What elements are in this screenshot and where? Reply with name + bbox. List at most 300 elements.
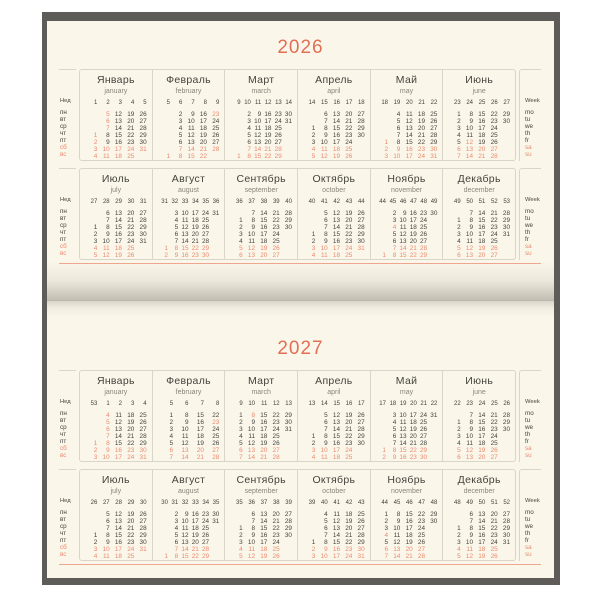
day-row <box>158 238 220 245</box>
month-name-en: july <box>110 187 122 194</box>
day-row <box>376 426 438 433</box>
day-cell: 9 <box>174 252 179 259</box>
day-cell: 9 <box>324 546 328 553</box>
day-cell: 18 <box>332 252 340 259</box>
day-cell: 1 <box>169 412 174 419</box>
day-cell: 20 <box>417 125 425 132</box>
day-row <box>303 146 365 153</box>
empty-cell <box>303 419 315 426</box>
day-cell: 20 <box>478 146 486 153</box>
empty-cell <box>85 525 97 532</box>
day-cell: 13 <box>114 518 122 525</box>
week-number: 32 <box>171 199 179 205</box>
day-cell: 1 <box>382 447 386 454</box>
month-name-ru: Ноябрь <box>387 173 426 185</box>
week-number: 35 <box>202 199 210 205</box>
week-number: 41 <box>333 500 340 506</box>
day-cell: 5 <box>247 132 251 139</box>
day-row <box>158 245 220 252</box>
day-row <box>85 440 147 447</box>
empty-cell <box>209 245 219 252</box>
day-cell: 30 <box>430 518 438 525</box>
day-cell: 12 <box>465 245 474 252</box>
day-cell: 27 <box>139 118 147 125</box>
day-cell: 9 <box>191 111 195 118</box>
day-cell: 26 <box>212 440 220 447</box>
week-numbers-row <box>303 99 365 107</box>
day-cell: 9 <box>324 132 328 139</box>
day-cell: 3 <box>311 553 316 560</box>
day-row <box>158 553 220 560</box>
day-cell: 19 <box>417 118 425 125</box>
week-numbers-row <box>85 99 147 107</box>
empty-cell <box>376 419 386 426</box>
day-row <box>85 433 147 440</box>
week-number: 10 <box>248 401 255 407</box>
day-row <box>230 153 292 160</box>
month-august <box>152 169 225 259</box>
weekday-label-вт: вт <box>60 417 67 424</box>
empty-cell <box>427 238 437 245</box>
day-cell: 2 <box>382 454 386 461</box>
month-name-en: march <box>251 389 271 396</box>
day-cell: 12 <box>393 539 401 546</box>
empty-cell <box>425 532 437 539</box>
day-row <box>448 118 510 125</box>
day-cell: 2 <box>457 532 461 539</box>
day-cell: 25 <box>201 525 210 532</box>
day-cell: 12 <box>247 440 255 447</box>
month-name-ru: Октябрь <box>312 173 356 185</box>
empty-cell <box>158 217 168 224</box>
day-cell: 10 <box>320 553 328 560</box>
day-row <box>303 426 365 433</box>
day-cell: 10 <box>247 231 255 238</box>
day-row <box>85 426 147 433</box>
day-cell: 12 <box>102 252 110 259</box>
day-cell: 30 <box>212 511 220 518</box>
week-number: 22 <box>430 100 438 106</box>
day-row <box>303 532 365 539</box>
week-number: 8 <box>216 401 220 407</box>
day-row <box>158 419 220 426</box>
day-cell: 22 <box>417 511 425 518</box>
empty-cell <box>85 511 97 518</box>
day-cell: 14 <box>478 210 486 217</box>
weekday-label-fr: fr <box>525 236 529 243</box>
month-name-ru: Январь <box>96 74 135 86</box>
week-number: 43 <box>345 199 353 205</box>
day-row <box>230 518 292 525</box>
day-cell: 17 <box>332 447 340 454</box>
month-december <box>442 169 515 259</box>
day-cell: 5 <box>239 245 243 252</box>
day-cell: 1 <box>164 245 168 252</box>
day-cell: 1 <box>311 433 316 440</box>
day-row <box>376 546 438 553</box>
day-cell: 9 <box>251 532 255 539</box>
day-cell: 6 <box>324 217 328 224</box>
week-number: 45 <box>393 500 401 506</box>
week-number: 31 <box>161 199 168 205</box>
day-cell: 28 <box>357 532 365 539</box>
day-cell: 23 <box>417 146 425 153</box>
day-cell: 8 <box>392 252 397 259</box>
month-november <box>370 169 443 259</box>
day-cell: 8 <box>396 139 401 146</box>
day-cell: 11 <box>321 252 328 259</box>
day-cell: 15 <box>399 447 407 454</box>
empty-cell <box>303 518 315 525</box>
day-cell: 11 <box>333 511 340 518</box>
day-cell: 3 <box>93 146 98 153</box>
month-name-en: may <box>399 88 414 95</box>
day-cell: 25 <box>274 125 282 132</box>
week-number: 3 <box>118 100 122 106</box>
day-row <box>158 440 220 447</box>
day-cell: 12 <box>187 132 195 139</box>
day-cell: 11 <box>466 132 474 139</box>
week-number: 18 <box>357 100 365 106</box>
week-number: 36 <box>212 199 220 205</box>
day-cell: 6 <box>174 539 179 546</box>
day-cell: 21 <box>345 426 353 433</box>
month-name-en: november <box>390 488 423 495</box>
day-cell: 1 <box>384 511 389 518</box>
day-cell: 20 <box>409 238 417 245</box>
month-name-en: september <box>244 488 278 495</box>
day-cell: 4 <box>106 412 110 419</box>
day-cell: 17 <box>191 518 199 525</box>
month-september <box>224 169 297 259</box>
weekday-label-пт: пт <box>60 137 67 144</box>
day-cell: 16 <box>405 146 413 153</box>
empty-cell <box>85 426 97 433</box>
empty-cell <box>158 132 170 139</box>
day-cell: 8 <box>106 532 110 539</box>
week-number: 9 <box>239 401 243 407</box>
day-row <box>85 153 147 160</box>
month-name-en: october <box>322 187 346 194</box>
day-row <box>158 412 220 419</box>
week-label-ru: Нед <box>60 399 71 405</box>
day-cell: 27 <box>274 139 282 146</box>
empty-cell <box>498 146 510 153</box>
day-cell: 27 <box>417 546 425 553</box>
day-cell: 28 <box>212 454 220 461</box>
day-cell: 22 <box>345 539 353 546</box>
day-cell: 6 <box>457 146 461 153</box>
day-cell: 6 <box>106 118 110 125</box>
day-cell: 27 <box>357 111 365 118</box>
day-cell: 19 <box>127 419 135 426</box>
day-cell: 4 <box>169 433 174 440</box>
empty-cell <box>85 433 97 440</box>
weekday-label-вт: вт <box>60 215 67 222</box>
day-cell: 2 <box>93 139 98 146</box>
weekday-label-пт: пт <box>60 438 67 445</box>
weekday-label-чт: чт <box>60 229 67 236</box>
empty-cell <box>376 217 386 224</box>
day-cell: 21 <box>196 454 204 461</box>
day-cell: 16 <box>405 518 413 525</box>
day-cell: 11 <box>399 419 407 426</box>
week-numbers-row <box>230 499 292 507</box>
day-cell: 25 <box>417 532 425 539</box>
day-row <box>448 518 510 525</box>
week-number: 30 <box>161 500 168 506</box>
day-cell: 30 <box>284 419 292 426</box>
empty-cell <box>209 238 219 245</box>
day-row <box>303 440 365 447</box>
day-cell: 13 <box>260 511 268 518</box>
day-cell: 17 <box>332 553 340 560</box>
weekday-label-вт: вт <box>60 116 67 123</box>
day-cell: 11 <box>466 546 474 553</box>
day-cell: 2 <box>169 419 174 426</box>
day-row <box>303 412 365 419</box>
day-cell: 5 <box>106 511 110 518</box>
month-july <box>80 470 152 560</box>
day-cell: 17 <box>409 217 417 224</box>
week-number: 50 <box>478 500 486 506</box>
day-cell: 1 <box>93 132 98 139</box>
day-row <box>448 532 510 539</box>
day-cell: 25 <box>127 245 135 252</box>
day-cell: 15 <box>478 525 486 532</box>
day-cell: 7 <box>324 118 328 125</box>
empty-cell <box>352 139 364 146</box>
empty-cell <box>158 231 168 238</box>
day-cell: 4 <box>457 546 461 553</box>
day-cell: 13 <box>465 146 474 153</box>
day-cell: 25 <box>212 125 220 132</box>
day-cell: 2 <box>247 111 251 118</box>
day-cell: 11 <box>248 238 255 245</box>
day-row <box>303 252 365 259</box>
day-row <box>158 539 220 546</box>
day-cell: 8 <box>324 433 328 440</box>
day-cell: 9 <box>106 539 110 546</box>
day-cell: 11 <box>393 532 401 539</box>
day-cell: 24 <box>490 539 498 546</box>
day-cell: 28 <box>417 553 425 560</box>
day-cell: 4 <box>311 146 316 153</box>
day-row <box>85 224 147 231</box>
day-cell: 18 <box>478 238 486 245</box>
day-row <box>376 125 438 132</box>
day-row <box>230 132 292 139</box>
week-number: 21 <box>418 100 425 106</box>
day-cell: 18 <box>260 238 268 245</box>
week-number: 14 <box>320 401 328 407</box>
day-cell: 23 <box>127 231 135 238</box>
day-cell: 17 <box>478 539 486 546</box>
day-cell: 12 <box>247 245 255 252</box>
month-name-en: october <box>322 488 346 495</box>
day-cell: 2 <box>311 132 316 139</box>
empty-cell <box>158 111 170 118</box>
weekday-label-tu: tu <box>525 417 531 424</box>
day-cell: 26 <box>127 252 135 259</box>
salmon-rule-2027 <box>59 564 541 565</box>
empty-cell <box>498 433 510 440</box>
day-cell: 13 <box>187 139 195 146</box>
day-row <box>448 153 510 160</box>
day-row <box>85 454 147 461</box>
day-cell: 18 <box>332 454 340 461</box>
day-cell: 11 <box>321 454 328 461</box>
day-cell: 30 <box>419 454 428 461</box>
day-cell: 29 <box>502 111 510 118</box>
empty-cell <box>280 447 292 454</box>
day-cell: 27 <box>272 252 280 259</box>
empty-cell <box>376 231 386 238</box>
week-number: 37 <box>248 199 255 205</box>
day-row <box>376 231 438 238</box>
day-cell: 24 <box>345 139 353 146</box>
day-cell: 27 <box>490 252 498 259</box>
empty-cell <box>498 238 510 245</box>
week-number: 1 <box>106 401 110 407</box>
day-row <box>230 111 292 118</box>
day-row <box>303 419 365 426</box>
day-cell: 23 <box>419 210 428 217</box>
weekday-labels-en <box>519 69 541 161</box>
day-cell: 7 <box>469 412 474 419</box>
day-cell: 14 <box>332 224 340 231</box>
day-cell: 2 <box>93 447 98 454</box>
day-cell: 2 <box>311 238 316 245</box>
week-number: 12 <box>272 401 280 407</box>
day-cell: 11 <box>248 546 255 553</box>
empty-cell <box>280 440 292 447</box>
day-cell: 19 <box>260 245 268 252</box>
day-cell: 26 <box>419 231 428 238</box>
day-cell: 9 <box>251 419 255 426</box>
week-number: 49 <box>430 199 438 205</box>
day-cell: 19 <box>345 518 353 525</box>
week-numbers-row <box>376 198 438 206</box>
week-numbers-row <box>158 198 220 206</box>
week-number: 1 <box>93 100 98 106</box>
day-cell: 6 <box>324 419 328 426</box>
empty-cell <box>303 532 315 539</box>
day-cell: 19 <box>409 426 417 433</box>
day-cell: 15 <box>260 525 268 532</box>
day-cell: 21 <box>409 245 417 252</box>
day-cell: 17 <box>114 454 122 461</box>
day-cell: 22 <box>272 525 280 532</box>
day-cell: 22 <box>490 111 498 118</box>
week-number: 4 <box>143 401 147 407</box>
day-cell: 21 <box>272 210 280 217</box>
weekday-label-mo: mo <box>525 509 534 516</box>
day-cell: 29 <box>430 139 438 146</box>
week-number: 36 <box>248 500 255 506</box>
day-row <box>303 433 365 440</box>
day-cell: 26 <box>274 132 282 139</box>
empty-cell <box>134 245 146 252</box>
day-cell: 6 <box>396 125 401 132</box>
day-cell: 18 <box>478 132 486 139</box>
day-row <box>448 412 510 419</box>
day-cell: 10 <box>320 245 328 252</box>
day-cell: 28 <box>272 454 280 461</box>
day-row <box>85 518 147 525</box>
week-number: 39 <box>272 199 280 205</box>
day-cell: 4 <box>239 546 243 553</box>
day-row <box>158 224 220 231</box>
day-cell: 13 <box>465 454 474 461</box>
day-cell: 14 <box>114 525 122 532</box>
day-cell: 10 <box>465 125 474 132</box>
day-row <box>158 546 220 553</box>
day-cell: 26 <box>139 511 147 518</box>
day-cell: 5 <box>457 447 461 454</box>
day-cell: 4 <box>93 553 98 560</box>
week-numbers-row <box>158 99 220 107</box>
weekday-labels-ru <box>59 370 76 462</box>
day-row <box>448 447 510 454</box>
day-cell: 22 <box>345 231 353 238</box>
day-cell: 16 <box>478 224 486 231</box>
day-cell: 5 <box>392 231 397 238</box>
day-row <box>158 217 220 224</box>
day-cell: 12 <box>405 118 413 125</box>
week-number: 13 <box>285 401 292 407</box>
day-cell: 3 <box>311 139 316 146</box>
empty-cell <box>427 231 437 238</box>
day-cell: 6 <box>178 139 183 146</box>
day-cell: 10 <box>102 546 110 553</box>
day-cell: 21 <box>490 210 498 217</box>
day-cell: 11 <box>103 245 110 252</box>
day-row <box>303 224 365 231</box>
month-february <box>152 70 225 160</box>
day-cell: 6 <box>324 525 328 532</box>
month-may <box>370 70 443 160</box>
day-cell: 28 <box>430 132 438 139</box>
day-cell: 20 <box>478 454 486 461</box>
week-number: 52 <box>490 199 498 205</box>
day-cell: 31 <box>502 231 510 238</box>
day-cell: 14 <box>478 412 486 419</box>
day-cell: 4 <box>324 511 328 518</box>
week-number: 52 <box>503 500 510 506</box>
day-cell: 27 <box>490 454 498 461</box>
day-cell: 21 <box>127 525 135 532</box>
day-row <box>230 210 292 217</box>
month-september <box>224 470 297 560</box>
week-number: 19 <box>393 100 401 106</box>
day-cell: 9 <box>396 518 401 525</box>
day-cell: 18 <box>191 217 199 224</box>
week-number: 48 <box>430 500 438 506</box>
day-cell: 13 <box>332 111 340 118</box>
empty-cell <box>376 433 386 440</box>
empty-cell <box>448 412 460 419</box>
month-name-ru: Сентябрь <box>236 173 286 185</box>
day-row <box>158 118 220 125</box>
month-october <box>297 470 370 560</box>
day-row <box>376 525 438 532</box>
day-cell: 13 <box>181 231 189 238</box>
empty-cell <box>158 139 170 146</box>
day-cell: 21 <box>417 132 425 139</box>
day-cell: 20 <box>191 231 199 238</box>
day-row <box>303 238 365 245</box>
